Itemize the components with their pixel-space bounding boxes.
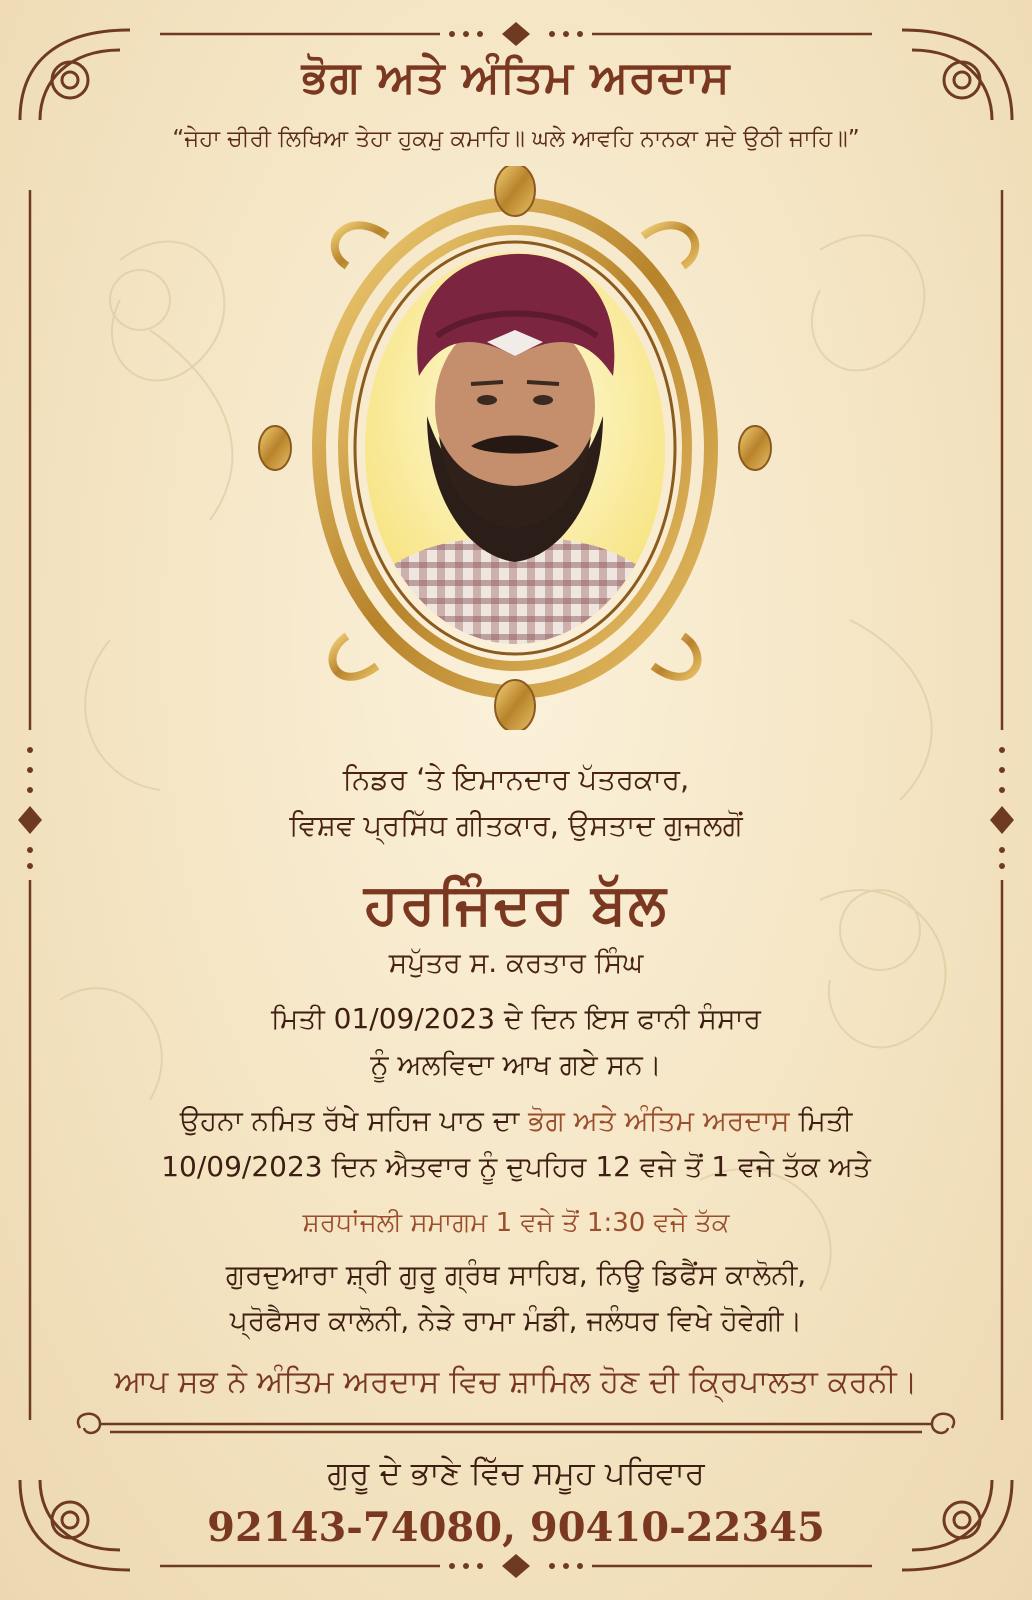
death-date-line-2: ਨੂੰ ਅਲਵਿਦਾ ਆਖ ਗਏ ਸਨ। <box>370 1048 662 1081</box>
bhog-line-1 <box>0 1104 1032 1138</box>
bhog-line-1-pre: ਉਹਨਾ ਨਮਿਤ ਰੱਖੇ ਸਹਿਜ ਪਾਠ ਦਾ <box>179 1104 529 1137</box>
phone-numbers: 92143-74080, 90410-22345 <box>207 1504 825 1551</box>
family-line: ਗੁਰੂ ਦੇ ਭਾਣੇ ਵਿੱਚ ਸਮੂਹ ਪਰਿਵਾਰ <box>327 1454 705 1492</box>
deceased-name: ਹਰਜਿੰਦਰ ਬੱਲ <box>364 872 668 937</box>
death-date-line-1: ਮਿਤੀ 01/09/2023 ਦੇ ਦਿਨ ਇਸ ਫਾਨੀ ਸੰਸਾਰ <box>270 1002 762 1035</box>
bhog-line-1-post: ਮਿਤੀ <box>789 1104 853 1137</box>
shabad-quote: “ਜੇਹਾ ਚੀਰੀ ਲਿਖਿਆ ਤੇਹਾ ਹੁਕਮੁ ਕਮਾਹਿ॥ ਘਲੇ ਆਵਹਿ ਨਾਨਕਾ ਸਦੇ ਉਠੀ ਜਾਹਿ॥” <box>172 126 860 152</box>
bhog-line-1-highlight: ਭੋਗ ਅਤੇ ਅੰਤਿਮ ਅਰਦਾਸ <box>528 1104 790 1137</box>
page-title: ਭੋਗ ਅਤੇ ਅੰਤਿਮ ਅਰਦਾਸ <box>301 52 731 103</box>
portrait-photo <box>257 166 773 730</box>
tribute-line: ਸ਼ਰਧਾਂਜਲੀ ਸਮਾਗਮ 1 ਵਜੇ ਤੋਂ 1:30 ਵਜੇ ਤੱਕ <box>302 1208 730 1238</box>
venue-line-1: ਗੁਰਦੁਆਰਾ ਸ਼੍ਰੀ ਗੁਰੂ ਗ੍ਰੰਥ ਸਾਹਿਬ, ਨਿਊ ਡਿਫੈਂਸ ਕਾਲੋਨੀ, <box>225 1258 807 1291</box>
son-of-line: ਸਪੁੱਤਰ ਸ. ਕਰਤਾਰ ਸਿੰਘ <box>388 946 644 979</box>
tagline-line-1: ਨਿਡਰ ‘ਤੇ ਇਮਾਨਦਾਰ ਪੱਤਰਕਾਰ, <box>342 762 690 796</box>
venue-line-2: ਪ੍ਰੋਫੈਸਰ ਕਾਲੋਨੀ, ਨੇੜੇ ਰਾਮਾ ਮੰਡੀ, ਜਲੰਧਰ ਵਿਖੇ ਹੋਵੇਗੀ। <box>229 1304 803 1337</box>
request-line: ਆਪ ਸਭ ਨੇ ਅੰਤਿਮ ਅਰਦਾਸ ਵਿਚ ਸ਼ਾਮਿਲ ਹੋਣ ਦੀ ਕ੍ਰਿਪਾਲਤਾ ਕਰਨੀ। <box>114 1364 918 1400</box>
bhog-line-2: 10/09/2023 ਦਿਨ ਐਤਵਾਰ ਨੂੰ ਦੁਪਹਿਰ 12 ਵਜੇ ਤੋਂ 1 ਵਜੇ ਤੱਕ ਅਤੇ <box>161 1150 871 1183</box>
tagline-line-2: ਵਿਸ਼ਵ ਪ੍ਰਸਿੱਧ ਗੀਤਕਾਰ, ਉਸਤਾਦ ਗੁਜਲਗੋਂ <box>289 808 743 842</box>
